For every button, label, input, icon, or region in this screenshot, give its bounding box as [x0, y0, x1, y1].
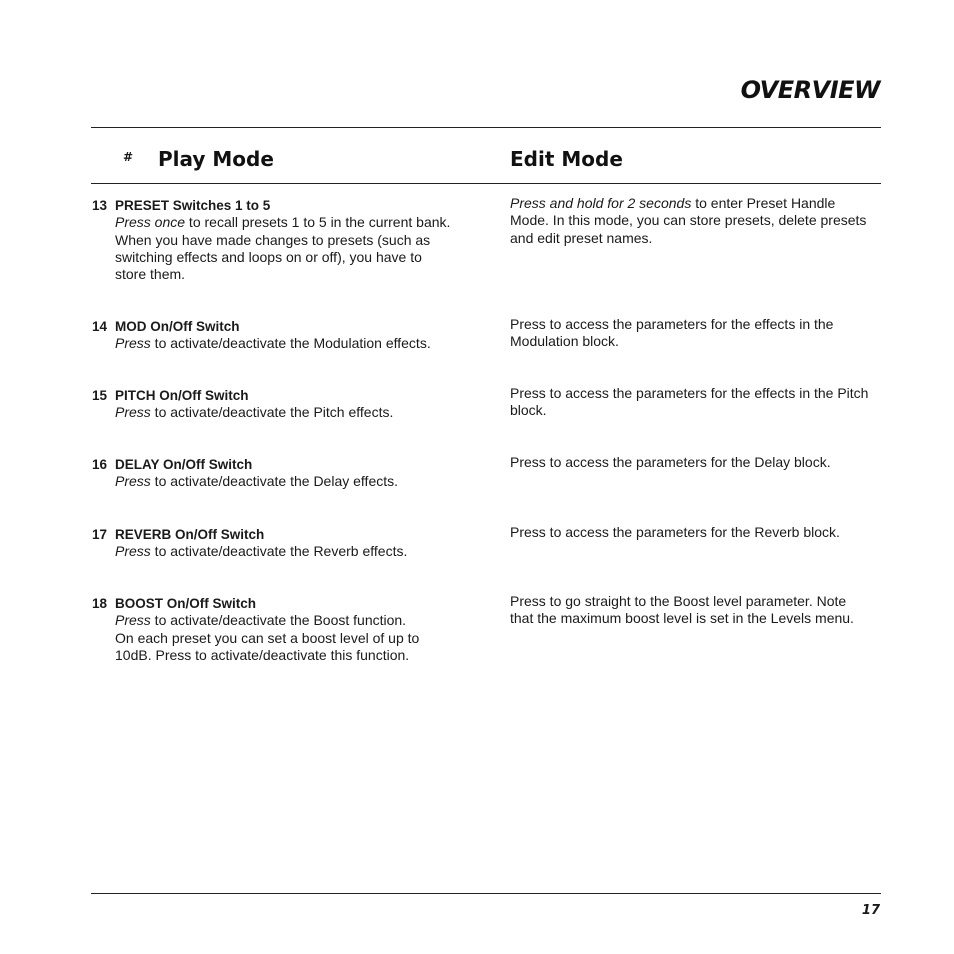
edit-mode-description: Press to access the parameters for the Reverb block. [510, 524, 840, 540]
item-number: 14 [92, 319, 108, 334]
play-mode-header: Play Mode [158, 147, 274, 171]
play-mode-description [115, 318, 455, 353]
play-line: Press once to recall presets 1 to 5 in the current bank. [115, 214, 451, 231]
item-title: PITCH On/Off Switch [115, 388, 249, 403]
page-title: OVERVIEW [740, 76, 880, 104]
item-title: DELAY On/Off Switch [115, 457, 253, 472]
item-number: 18 [92, 596, 108, 611]
item-title: MOD On/Off Switch [115, 319, 240, 334]
top-rule [91, 127, 881, 128]
play-mode-description [115, 387, 455, 422]
edit-mode-description: Press to access the parameters for the effects in the Pitch block. [510, 385, 869, 419]
play-line: On each preset you can set a boost level of up to 10dB. Press to activate/deactivate this function. [115, 629, 420, 663]
item-title: REVERB On/Off Switch [115, 527, 265, 542]
item-title: BOOST On/Off Switch [115, 596, 256, 611]
play-mode-description [115, 595, 455, 664]
play-line: Press to activate/deactivate the Delay effects. [115, 473, 399, 490]
edit-mode-description: Press and hold for 2 seconds to enter Preset Handle Mode. In this mode, you can store presets, delete presets and edit preset names. [510, 195, 867, 246]
play-line: Press to activate/deactivate the Modulation effects. [115, 335, 431, 352]
footer-rule [91, 893, 881, 894]
header-rule [91, 183, 881, 184]
play-mode-description [115, 197, 455, 283]
edit-mode-description: Press to access the parameters for the effects in the Modulation block. [510, 316, 834, 350]
play-line: Press to activate/deactivate the Boost function. [115, 612, 407, 629]
item-number: 17 [92, 527, 108, 542]
edit-mode-header: Edit Mode [510, 147, 623, 171]
item-number: 16 [92, 457, 108, 472]
item-number: 15 [92, 388, 108, 403]
play-mode-description [115, 526, 455, 561]
edit-mode-description: Press to access the parameters for the Delay block. [510, 454, 831, 470]
play-line: When you have made changes to presets (such as switching effects and loops on or off), you have to store them. [115, 231, 431, 283]
number-column-header: # [123, 150, 134, 164]
play-mode-description [115, 456, 455, 491]
item-title: PRESET Switches 1 to 5 [115, 198, 271, 213]
play-line: Press to activate/deactivate the Reverb effects. [115, 543, 408, 560]
edit-mode-description: Press to go straight to the Boost level parameter. Note that the maximum boost level is set in the Levels menu. [510, 593, 854, 627]
play-line: Press to activate/deactivate the Pitch effects. [115, 404, 394, 421]
item-number: 13 [92, 198, 108, 213]
page-number: 17 [861, 903, 880, 918]
